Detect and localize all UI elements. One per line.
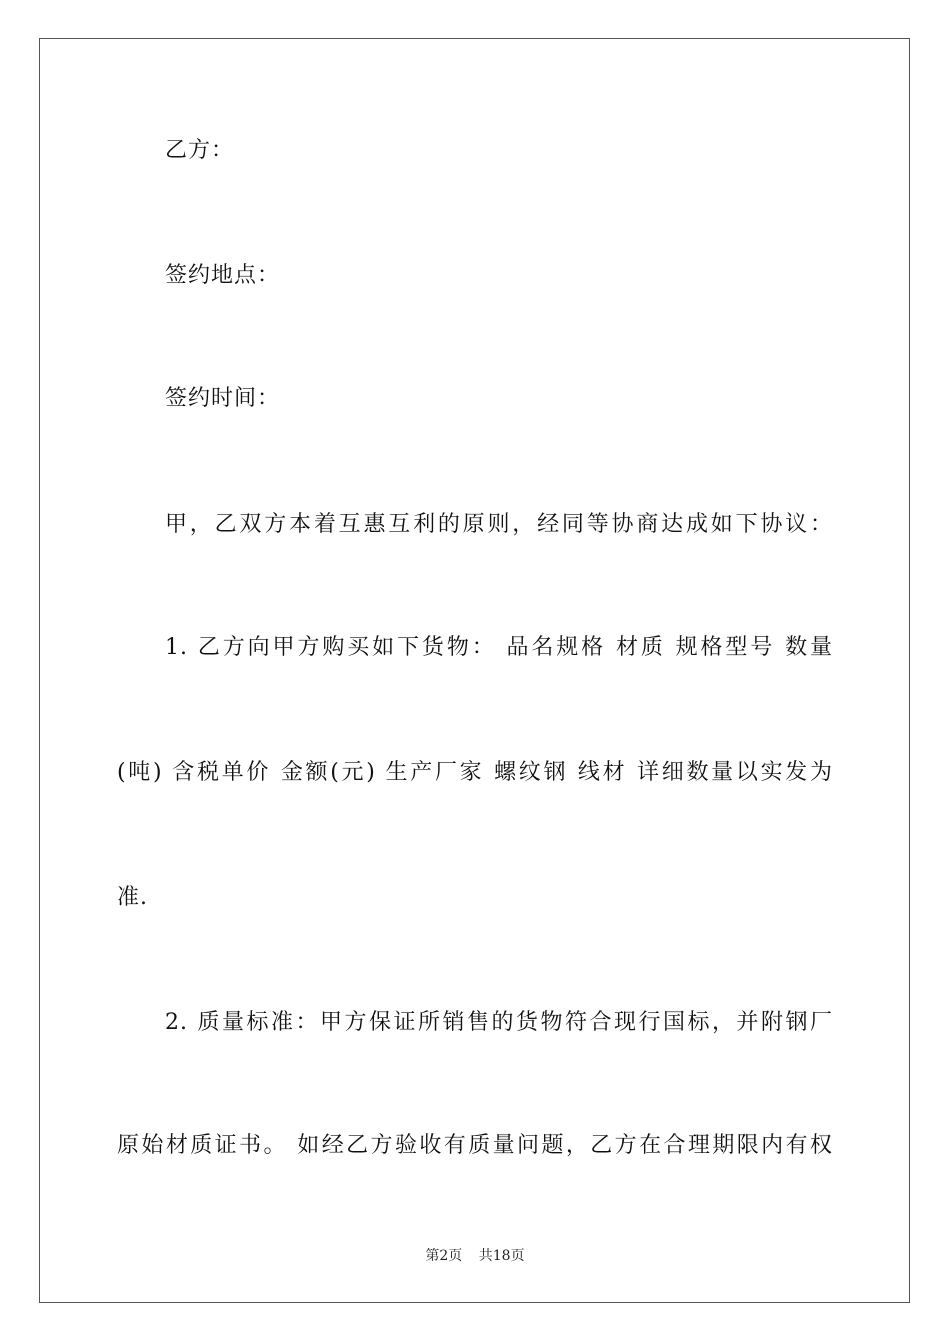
signing-time-label: 签约时间： [165,386,281,411]
clause-1-line-3: 准. [117,885,148,910]
agreement-intro: 甲，乙双方本着互惠互利的原则，经同等协商达成如下协议： [165,512,833,537]
signing-place-label: 签约地点： [165,263,281,288]
page-frame [39,38,910,1303]
party-b-label: 乙方： [165,138,235,163]
page-number-current: 第2页 [425,1248,463,1264]
clause-1-line-1: 1. 乙方向甲方购买如下货物： 品名规格 材质 规格型号 数量 [165,635,833,660]
clause-2-line-1: 2. 质量标准：甲方保证所销售的货物符合现行国标，并附钢厂 [165,1010,833,1035]
clause-1-line-2: (吨) 含税单价 金额(元) 生产厂家 螺纹钢 线材 详细数量以实发为 [117,760,833,785]
page-number-total: 共18页 [478,1248,525,1264]
clause-2-line-2: 原始材质证书。 如经乙方验收有质量问题，乙方在合理期限内有权 [117,1133,833,1158]
page-footer [0,1247,950,1265]
